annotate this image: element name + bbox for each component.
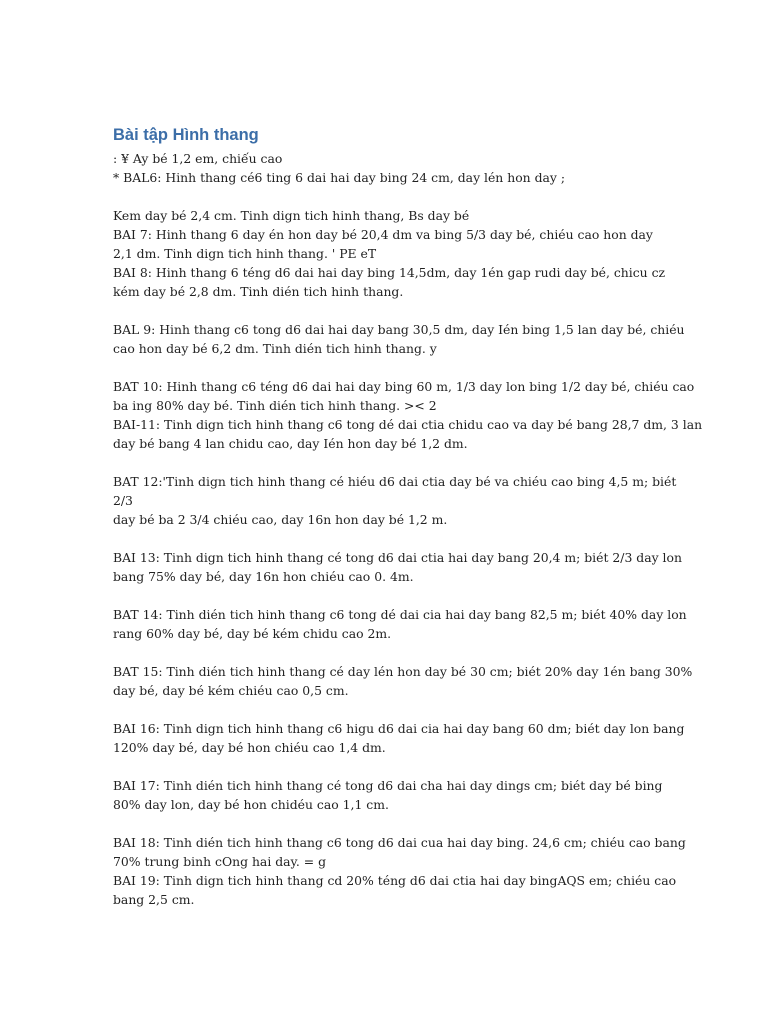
text-line: BAT 12:'Tinh dign tich hinh thang cé hiéu d6 dai ctia day bé va chiéu cao bing 4,5 m; biét <box>113 474 677 489</box>
text-line: BAI 13: Tinh dign tich hinh thang cé tong d6 dai ctia hai day bang 20,4 m; biét 2/3 day lon <box>113 550 682 565</box>
paragraph-gap <box>113 453 658 472</box>
text-line: day bé, day bé kém chiéu cao 0,5 cm. <box>113 683 349 698</box>
text-line: : ¥ Ay bé 1,2 em, chiếu cao <box>113 151 283 166</box>
text-line: 2/3 <box>113 493 133 508</box>
text-line: BAT 15: Tinh dién tich hinh thang cé day lén hon day bé 30 cm; biét 20% day 1én bang 30% <box>113 664 693 679</box>
text-line: 2,1 dm. Tinh dign tich hinh thang. ' PE eT <box>113 246 377 261</box>
paragraph-gap <box>113 301 658 320</box>
text-line: BAI-11: Tinh dign tich hinh thang c6 tong dé dai ctia chidu cao va day bé bang 28,7 dm, 3 lan <box>113 417 703 432</box>
text-line: kém day bé 2,8 dm. Tinh dién tich hinh thang. <box>113 284 404 299</box>
paragraph-gap <box>113 187 658 206</box>
text-line: BAL 9: Hinh thang c6 tong d6 dai hai day bang 30,5 dm, day Ién bing 1,5 lan day bé, chiéu <box>113 322 685 337</box>
text-line: bang 2,5 cm. <box>113 892 195 907</box>
text-line: * BAL6: Hinh thang cé6 ting 6 dai hai day bing 24 cm, day lén hon day ; <box>113 170 566 185</box>
text-line: ba ing 80% day bé. Tinh dién tich hinh thang. >< 2 <box>113 398 437 413</box>
text-line: Kem day bé 2,4 cm. Tinh dign tich hinh thang, Bs day bé <box>113 208 470 223</box>
paragraph-gap <box>113 529 658 548</box>
text-line: day bé ba 2 3/4 chiéu cao, day 16n hon day bé 1,2 m. <box>113 512 448 527</box>
paragraph-gap <box>113 700 658 719</box>
document-body <box>113 149 703 909</box>
text-line: BAI 17: Tinh dién tich hinh thang cé tong d6 dai cha hai day dings cm; biét day bé bing <box>113 778 663 793</box>
document-title: Bài tập Hình thang <box>113 126 259 144</box>
text-line: 70% trung binh cOng hai day. = g <box>113 854 327 869</box>
text-line: BAT 10: Hinh thang c6 téng d6 dai hai day bing 60 m, 1/3 day lon bing 1/2 day bé, chiéu cao <box>113 379 695 394</box>
text-line: rang 60% day bé, day bé kém chidu cao 2m. <box>113 626 392 641</box>
document-page <box>113 124 703 909</box>
text-line: BAI 7: Hinh thang 6 day én hon day bé 20,4 dm va bing 5/3 day bé, chiéu cao hon day <box>113 227 653 242</box>
paragraph-gap <box>113 358 658 377</box>
text-line: day bé bang 4 lan chidu cao, day Ién hon day bé 1,2 dm. <box>113 436 468 451</box>
text-line: bang 75% day bé, day 16n hon chiéu cao 0. 4m. <box>113 569 414 584</box>
paragraph-gap <box>113 643 658 662</box>
text-line: BAI 19: Tinh dign tich hinh thang cd 20% téng d6 dai ctia hai day bingAQS em; chiéu cao <box>113 873 677 888</box>
paragraph-gap <box>113 757 658 776</box>
text-line: BAT 14: Tinh dién tich hinh thang c6 tong dé dai cia hai day bang 82,5 m; biét 40% day lon <box>113 607 687 622</box>
paragraph-gap <box>113 814 658 833</box>
text-line: BAI 18: Tinh dién tich hinh thang c6 tong d6 dai cua hai day bing. 24,6 cm; chiéu cao bang <box>113 835 686 850</box>
text-line: BAI 8: Hinh thang 6 téng d6 dai hai day bing 14,5dm, day 1én gap rudi day bé, chicu cz <box>113 265 666 280</box>
text-line: cao hon day bé 6,2 dm. Tinh dién tich hinh thang. y <box>113 341 437 356</box>
text-line: 80% day lon, day bé hon chidéu cao 1,1 cm. <box>113 797 389 812</box>
text-line: BAI 16: Tinh dign tich hinh thang c6 higu d6 dai cia hai day bang 60 dm; biét day lon bang <box>113 721 685 736</box>
text-line: 120% day bé, day bé hon chiéu cao 1,4 dm. <box>113 740 386 755</box>
paragraph-gap <box>113 586 658 605</box>
